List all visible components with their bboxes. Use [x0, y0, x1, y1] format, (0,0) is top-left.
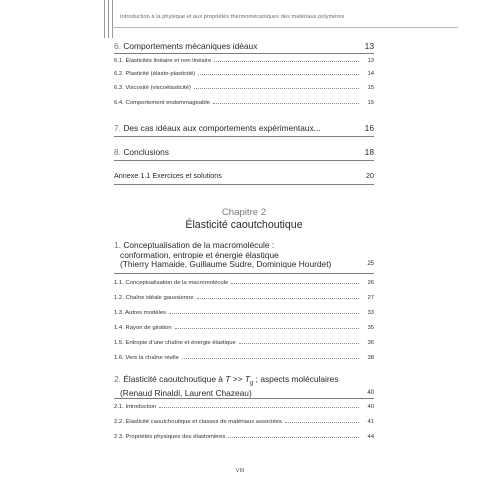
subsection-title: Rayon de giration [125, 325, 172, 331]
subsection-title: Vers la chaîne réelle [125, 355, 179, 361]
subsection-number: 1.5. [114, 340, 124, 346]
header-rule [112, 27, 458, 28]
margin-rule-inner [112, 0, 113, 38]
page-number: 18 [364, 147, 374, 157]
section-number: 2. [114, 374, 121, 384]
toc-section-8[interactable] [114, 147, 374, 157]
section-number: 6. [114, 41, 121, 51]
subsection-title: Propriétés physiques des élastomères [125, 434, 226, 440]
subsection-title: Viscosité (viscoélasticité) [125, 85, 191, 91]
toc-subsection[interactable] [114, 325, 374, 331]
glass-subscript: g [250, 380, 254, 387]
toc-subsection[interactable] [114, 100, 374, 106]
toc-section-7[interactable] [114, 123, 374, 133]
subsection-number: 6.3. [114, 85, 124, 91]
page-number: 35 [367, 325, 374, 331]
toc-subsection[interactable] [114, 355, 374, 361]
temperature-symbol: T [225, 374, 231, 384]
section-title: Comportements mécaniques idéaux [123, 41, 258, 51]
subsection-number: 1.6. [114, 355, 124, 361]
page-number: 16 [364, 123, 374, 133]
toc-subsection[interactable] [114, 71, 374, 77]
subsection-number: 1.4. [114, 325, 124, 331]
subsection-number: 1.2. [114, 295, 124, 301]
subsection-number: 6.1. [114, 58, 124, 64]
section-authors: (Thierry Hamaide, Guillaume Sudre, Dominique Hourdet) [120, 259, 332, 270]
toc-ch2-section-1[interactable] [114, 241, 374, 270]
toc-subsection[interactable] [114, 404, 374, 410]
page-number: 40 [367, 390, 374, 397]
page-number: 20 [366, 171, 374, 180]
subsection-number: 2.3. [114, 434, 124, 440]
subsection-number: 2.2. [114, 419, 124, 425]
toc-subsection[interactable] [114, 295, 374, 301]
page-number: 38 [367, 355, 374, 361]
chapter-title: Élasticité caoutchoutique [185, 219, 303, 231]
section-rule [114, 273, 374, 274]
toc-annexe[interactable] [114, 171, 374, 180]
toc-subsection[interactable] [114, 434, 374, 440]
section-title-part-b: ; aspects moléculaires [255, 374, 339, 384]
section-title-line-1: Conceptualisation de la macromolécule : [123, 240, 275, 250]
page-number: 14 [367, 71, 374, 77]
toc-section-6[interactable] [114, 41, 374, 51]
subsection-title: Conceptualisation de la macromolécule [125, 280, 229, 286]
toc-subsection[interactable] [114, 310, 374, 316]
toc-subsection[interactable] [114, 280, 374, 286]
page-number: 13 [367, 58, 374, 64]
subsection-number: 6.2. [114, 71, 124, 77]
subsection-title: Chaîne idéale gaussienne [125, 295, 194, 301]
section-number: 7. [114, 123, 121, 133]
section-title-part-a: Élasticité caoutchoutique à [123, 374, 223, 384]
margin-rule-left [104, 0, 105, 38]
section-title-line-2: conformation, entropie et énergie élastique [120, 249, 279, 260]
toc-subsection[interactable] [114, 85, 374, 91]
section-rule [114, 160, 374, 161]
page-folio: VIII [235, 468, 245, 474]
page-number: 15 [367, 100, 374, 106]
page-number: 44 [367, 434, 374, 440]
page-number: 13 [364, 41, 374, 51]
section-rule [114, 53, 374, 54]
section-title: Conclusions [123, 147, 169, 157]
subsection-title: Plasticité (élasto-plasticité) [125, 71, 196, 77]
subsection-title: Élasticités linéaire et non linéaire [125, 58, 212, 64]
toc-ch2-section-2[interactable] [114, 375, 374, 399]
glass-transition-symbol: T [244, 374, 250, 384]
annexe-title: Annexe 1.1 Exercices et solutions [114, 171, 222, 180]
section-title: Des cas idéaux aux comportements expérimentaux... [123, 123, 321, 133]
chapter-heading [114, 207, 374, 231]
section-rule [114, 184, 374, 185]
toc-subsection[interactable] [114, 58, 374, 64]
section-number: 1. [114, 240, 121, 250]
toc-subsection[interactable] [114, 419, 374, 425]
section-number: 8. [114, 147, 121, 157]
section-rule [114, 136, 374, 137]
running-header: Introduction à la physique et aux propriétés thermomécaniques des matériaux polymères [120, 14, 345, 20]
section-authors: (Renaud Rinaldi, Laurent Chazeau) [120, 388, 252, 399]
subsection-title: Autres modèles [125, 310, 167, 316]
margin-rule-right [108, 0, 109, 38]
page-number: 33 [367, 310, 374, 316]
subsection-number: 6.4. [114, 100, 124, 106]
section-rule [114, 398, 374, 399]
page-number: 15 [367, 85, 374, 91]
page-number: 27 [367, 295, 374, 301]
subsection-number: 1.1. [114, 280, 124, 286]
subsection-title: Entropie d’une chaîne et énergie élastique [125, 340, 236, 346]
subsection-title: Élasticité caoutchoutique et classes de matériaux associées [125, 419, 282, 425]
subsection-title: Introduction [125, 404, 157, 410]
page-number: 26 [367, 280, 374, 286]
page-number: 25 [367, 261, 374, 268]
subsection-number: 1.3. [114, 310, 124, 316]
subsection-title: Comportement endommageable [125, 100, 210, 106]
much-greater-symbol: >> [232, 374, 243, 384]
page-number: 40 [367, 404, 374, 410]
subsection-number: 2.1. [114, 404, 124, 410]
page-number: 36 [367, 340, 374, 346]
page-number: 41 [367, 419, 374, 425]
chapter-number: Chapitre 2 [221, 207, 267, 218]
toc-subsection[interactable] [114, 340, 374, 346]
